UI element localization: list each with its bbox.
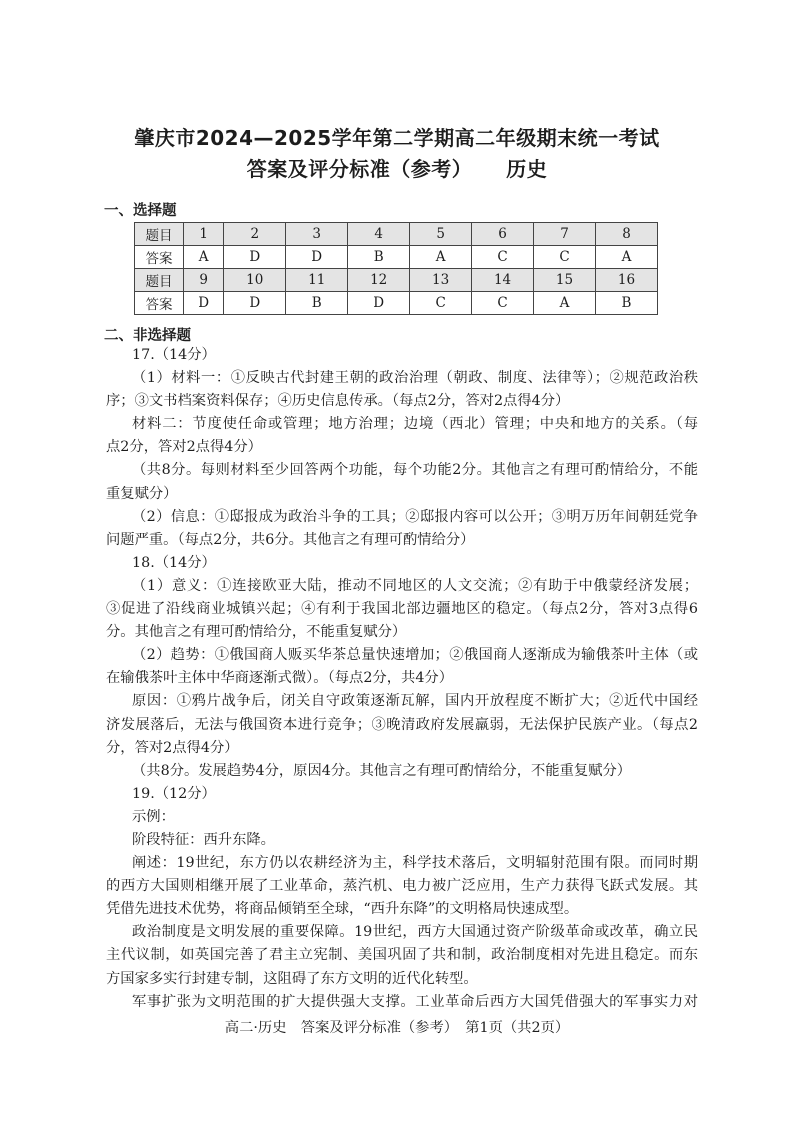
text-line: ③促进了沿线商业城镇兴起；④有利于我国北部边疆地区的稳定。（每点2分，答对3点得6 xyxy=(106,601,698,618)
text-line: 原因：①鸦片战争后，闭关自守政策逐渐瓦解，国内开放程度不断扩大；②近代中国经 xyxy=(132,693,698,710)
text-line: （共8分。每则材料至少回答两个功能，每个功能2分。其他言之有理可酌情给分，不能 xyxy=(132,462,698,479)
text-line: 的西方大国则相继开展了工业革命，蒸汽机、电力被广泛应用，生产力获得飞跃式发展。其 xyxy=(106,878,698,895)
table-cell: D xyxy=(286,246,348,269)
document-subtitle xyxy=(0,153,794,182)
text-line: （2）趋势：①俄国商人贩买华茶总量快速增加；②俄国商人逐渐成为输俄茶叶主体（或 xyxy=(132,647,698,664)
text-line: 问题严重。（每点2分，共6分。其他言之有理可酌情给分） xyxy=(106,531,475,548)
section-heading-choice: 一、选择题 xyxy=(104,203,177,219)
text-line: 方国家多实行封建专制，这阻碍了东方文明的近代化转型。 xyxy=(106,970,478,987)
table-row xyxy=(135,223,658,246)
answer-table xyxy=(134,222,658,315)
table-cell: 16 xyxy=(596,269,658,292)
table-cell: A xyxy=(184,246,224,269)
table-cell: B xyxy=(596,292,658,315)
table-cell: 7 xyxy=(534,223,596,246)
table-cell: 4 xyxy=(348,223,410,246)
table-cell: 11 xyxy=(286,269,348,292)
table-cell: C xyxy=(534,246,596,269)
text-line: 在输俄茶叶主体中华商逐渐式微）。（每点2分，共4分） xyxy=(106,670,454,687)
table-cell: C xyxy=(410,292,472,315)
table-cell: 5 xyxy=(410,223,472,246)
table-cell: 14 xyxy=(472,269,534,292)
text-line: 点2分，答对2点得4分） xyxy=(106,439,262,456)
row-header: 题目 xyxy=(135,223,184,246)
text-line: 阶段特征：西升东降。 xyxy=(132,831,275,848)
table-cell: 8 xyxy=(596,223,658,246)
table-cell: D xyxy=(348,292,410,315)
section-heading-nonchoice: 二、非选择题 xyxy=(104,328,191,344)
text-line: 分，答对2点得4分） xyxy=(106,739,239,756)
table-row xyxy=(135,292,658,315)
table-cell: D xyxy=(224,292,286,315)
text-line: 材料二：节度使任命或管理；地方治理；边境（西北）管理；中央和地方的关系。（每 xyxy=(132,416,698,433)
answer-body xyxy=(106,344,698,1014)
table-cell: B xyxy=(286,292,348,315)
table-cell: A xyxy=(596,246,658,269)
text-line: 重复赋分） xyxy=(106,485,178,502)
table-cell: D xyxy=(224,246,286,269)
text-line: 主代议制，如英国完善了君主立宪制、美国巩固了共和制，政治制度相对先进且稳定。而东 xyxy=(106,947,698,964)
row-header: 题目 xyxy=(135,269,184,292)
table-cell: 12 xyxy=(348,269,410,292)
table-cell: 2 xyxy=(224,223,286,246)
text-line: 凭借先进技术优势，将商品倾销至全球，“西升东降”的文明格局快速成型。 xyxy=(106,901,579,918)
document-title: 肇庆市2024—2025学年第二学期高二年级期末统一考试 xyxy=(134,126,660,150)
table-cell: 3 xyxy=(286,223,348,246)
table-cell: B xyxy=(348,246,410,269)
text-line: 17.（14分） xyxy=(132,347,216,363)
subject-label: 历史 xyxy=(506,157,548,181)
table-cell: 13 xyxy=(410,269,472,292)
text-line: 济发展落后，无法与俄国资本进行竞争；③晚清政府发展羸弱，无法保护民族产业。（每点2 xyxy=(106,716,698,733)
text-line: 18.（14分） xyxy=(132,554,216,571)
text-line: 政治制度是文明发展的重要保障。19世纪，西方大国通过资产阶级革命或改革，确立民 xyxy=(132,924,698,941)
table-cell: C xyxy=(472,246,534,269)
page-footer: 高二·历史 答案及评分标准（参考） 第1页（共2页） xyxy=(224,1020,570,1036)
text-line: 阐述：19世纪，东方仍以农耕经济为主，科学技术落后，文明辐射范围有限。而同时期 xyxy=(132,855,698,872)
table-cell: D xyxy=(184,292,224,315)
table-cell: 6 xyxy=(472,223,534,246)
text-line: （共8分。发展趋势4分，原因4分。其他言之有理可酌情给分，不能重复赋分） xyxy=(132,762,632,779)
text-line: 分。其他言之有理可酌情给分，不能重复赋分） xyxy=(106,624,407,641)
table-cell: 10 xyxy=(224,269,286,292)
text-line: 19.（12分） xyxy=(132,785,216,802)
table-cell: 15 xyxy=(534,269,596,292)
subtitle-text: 答案及评分标准（参考） xyxy=(246,157,473,181)
row-header: 答案 xyxy=(135,246,184,269)
text-line: 示例： xyxy=(132,808,175,825)
table-cell: C xyxy=(472,292,534,315)
table-cell: 1 xyxy=(184,223,224,246)
text-line: 军事扩张为文明范围的扩大提供强大支撑。工业革命后西方大国凭借强大的军事实力对 xyxy=(132,993,698,1010)
table-row xyxy=(135,246,658,269)
table-cell: 9 xyxy=(184,269,224,292)
table-cell: A xyxy=(410,246,472,269)
table-cell: A xyxy=(534,292,596,315)
text-line: （2）信息：①邸报成为政治斗争的工具；②邸报内容可以公开；③明万历年间朝廷党争 xyxy=(132,508,698,525)
row-header: 答案 xyxy=(135,292,184,315)
text-line: （1）材料一：①反映古代封建王朝的政治治理（朝政、制度、法律等）；②规范政治秩 xyxy=(132,370,698,387)
text-line: 序；③文书档案资料保存；④历史信息传承。（每点2分，答对2点得4分） xyxy=(106,393,570,410)
text-line: （1）意义：①连接欧亚大陆，推动不同地区的人文交流；②有助于中俄蒙经济发展； xyxy=(132,577,698,594)
table-row xyxy=(135,269,658,292)
